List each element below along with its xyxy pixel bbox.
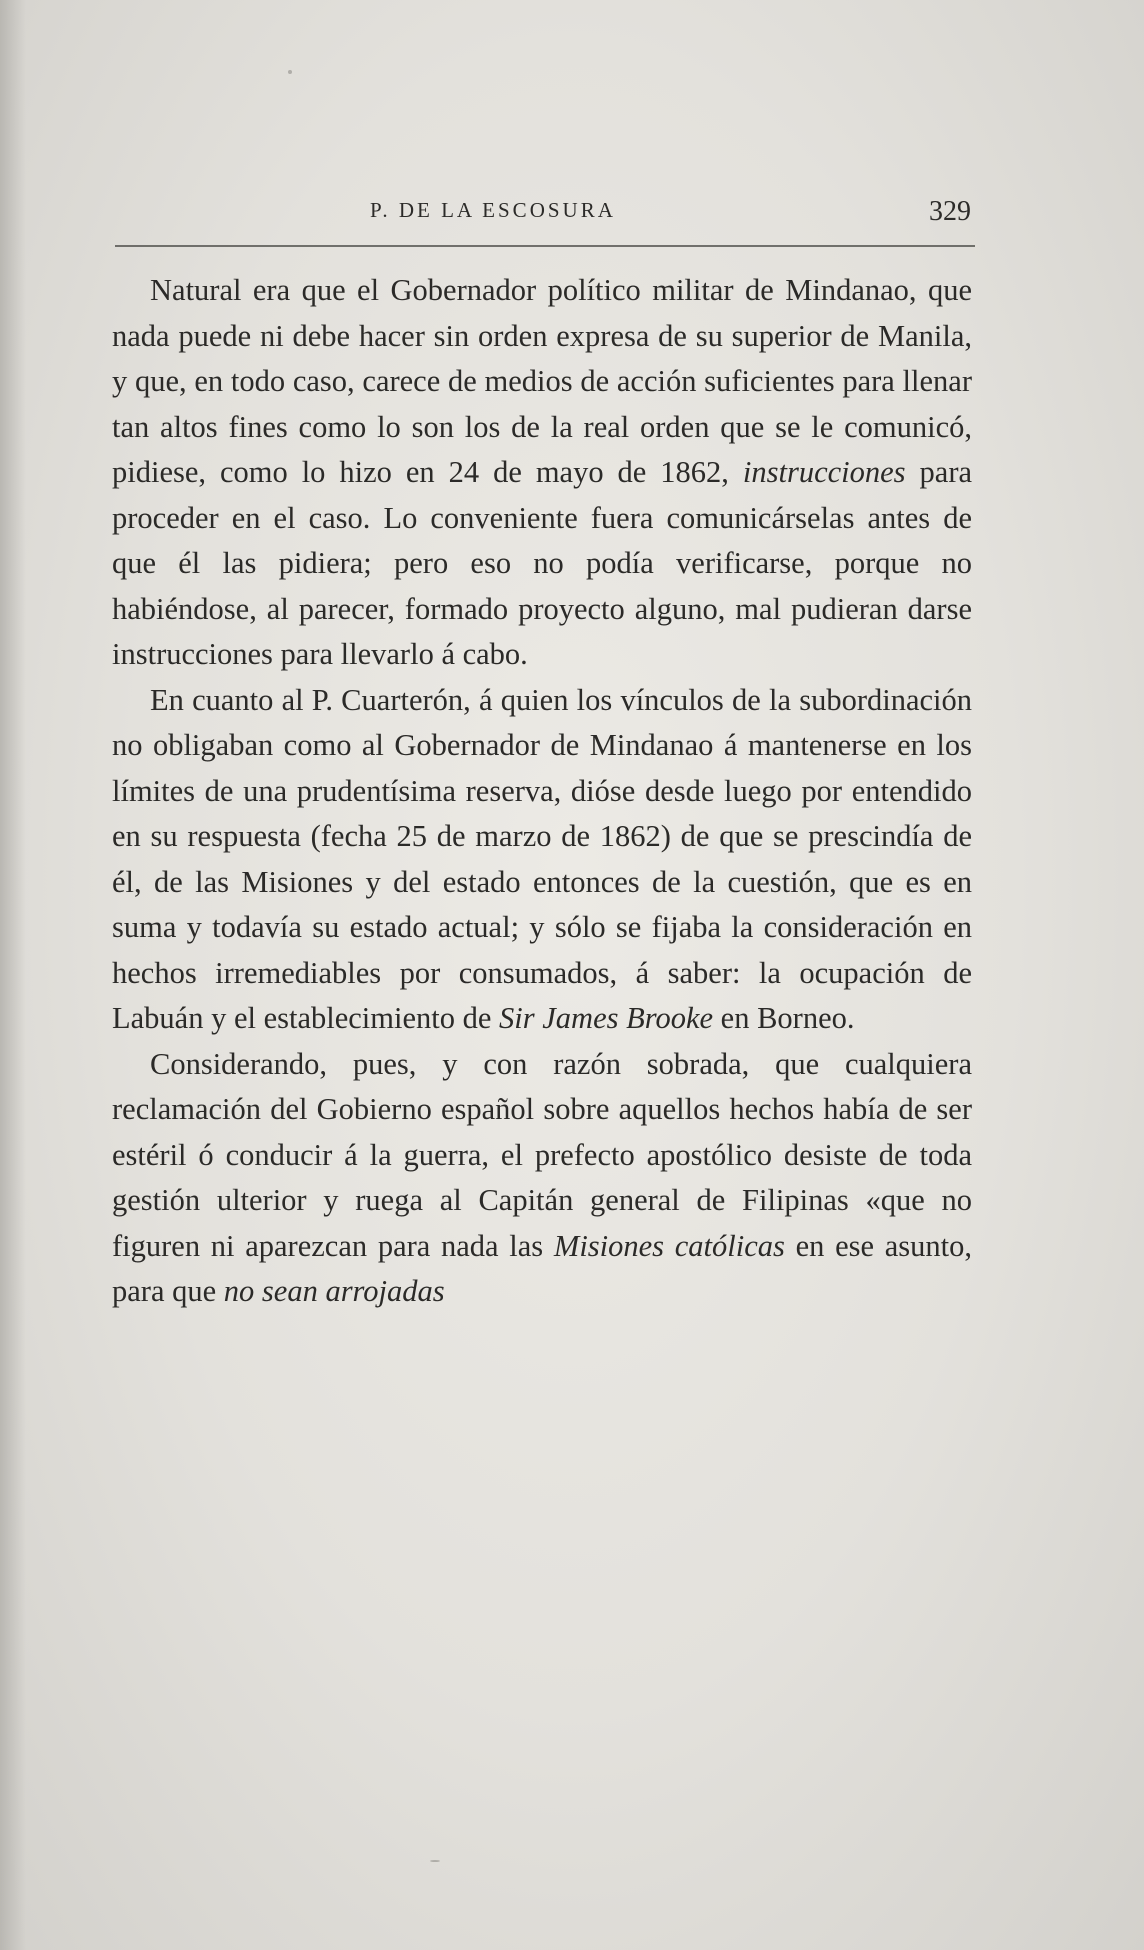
paper-speck [430, 1860, 440, 1862]
italic-segment: no sean arrojadas [223, 1274, 445, 1308]
page-edge-shadow [0, 0, 26, 1950]
paragraph-2 [112, 678, 972, 1042]
header-rule [115, 245, 975, 247]
page-number: 329 [929, 196, 971, 227]
text-segment: Natural era que el Gobernador político militar de Mindanao, que nada puede ni debe hacer sin orden expresa de su superior de Manila, y que, en todo caso, carece de medios de acción suficientes para llenar tan altos fines como lo son los de la real orden que se le comunicó, pidiese, como lo hizo en 24 de mayo de 1862, [112, 273, 972, 489]
text-segment: en ese asunto, para que [112, 1228, 972, 1308]
text-segment: En cuanto al P. Cuarterón, á quien los vínculos de la subordinación no obligaban como al Gobernador de Mindanao á mantenerse en los límites de una prudentísima reserva, dióse desde luego por entendido en su respuesta (fecha 25 de marzo de 1862) de que se prescindía de él, de las Misiones y del estado entonces de la cuestión, que es en suma y todavía su estado actual; y sólo se fijaba la consideración en hechos irremediables por consumados, á saber: la ocupación de Labuán y el establecimiento de [112, 682, 972, 1035]
italic-segment: Sir James Brooke [499, 1001, 714, 1035]
text-segment: Considerando, pues, y con razón sobrada, que cualquiera reclamación del Gobierno español sobre aquellos hechos había de ser estéril ó conducir á la guerra, el prefecto apostólico desiste de toda gestión ulterior y ruega al Capitán general de Filipinas «que no figuren ni aparezcan para nada las [112, 1046, 972, 1263]
paragraph-1 [112, 268, 972, 678]
italic-segment: Misiones católicas [553, 1228, 785, 1263]
paragraph-3 [112, 1042, 972, 1315]
text-segment: en Borneo. [713, 1001, 855, 1035]
paper-speck [288, 70, 292, 74]
page-header [115, 188, 975, 238]
body-text [112, 268, 972, 1315]
text-segment: para proceder en el caso. Lo conveniente fuera comunicárselas antes de que él las pidiera; pero eso no podía verificarse, porque no habiéndose, al parecer, formado proyecto alguno, mal pudieran darse instrucciones para llevarlo á cabo. [112, 455, 973, 671]
running-head: P. DE LA ESCOSURA [370, 198, 616, 222]
italic-segment: instrucciones [742, 455, 906, 489]
